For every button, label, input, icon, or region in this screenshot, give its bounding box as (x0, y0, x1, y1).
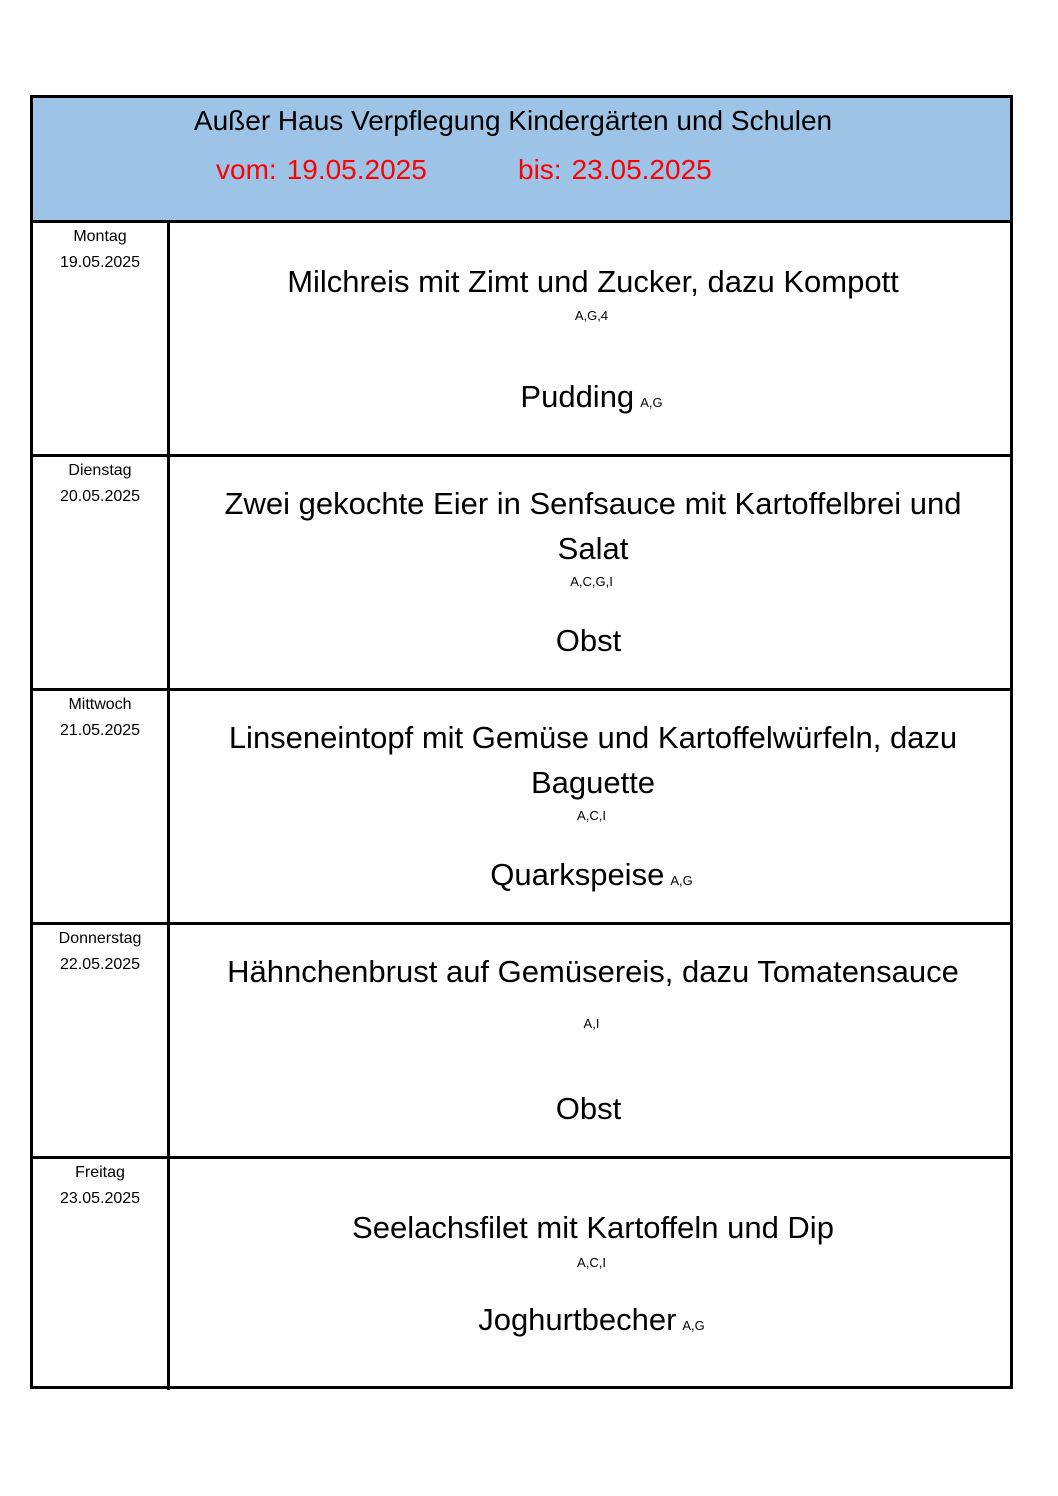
date-to (518, 153, 712, 187)
date-to-label: bis: (518, 154, 562, 185)
day-row-wednesday (33, 691, 1010, 925)
day-cell (33, 457, 170, 688)
main-dish: Milchreis mit Zimt und Zucker, dazu Kompott (287, 264, 899, 299)
date-from-label: vom: (216, 154, 277, 185)
day-row-friday (33, 1159, 1010, 1390)
weekday-label: Dienstag (68, 462, 132, 479)
day-row-tuesday (33, 457, 1010, 691)
dessert-name: Obst (555, 1091, 622, 1126)
dessert-allergens: A,G (670, 873, 693, 888)
day-cell (33, 925, 170, 1156)
dessert-name: Joghurtbecher (478, 1302, 677, 1337)
dessert-allergens: A,G (682, 1318, 705, 1333)
date-to-value: 23.05.2025 (571, 154, 712, 185)
day-row-monday (33, 223, 1010, 457)
dessert (173, 1089, 1010, 1135)
main-dish: Seelachsfilet mit Kartoffeln und Dip (352, 1210, 834, 1245)
meal-cell (173, 457, 1010, 688)
meal-cell (173, 1159, 1010, 1390)
date-from-value: 19.05.2025 (286, 154, 427, 185)
main-dish-allergens: A,C,I (577, 808, 606, 823)
dessert (173, 377, 1010, 423)
main-dish-allergens: A,G,4 (574, 308, 609, 323)
day-date: 20.05.2025 (59, 488, 141, 505)
main-dish: Linseneintopf mit Gemüse und Kartoffelwürfeln, dazu Baguette (228, 720, 958, 800)
dessert-name: Pudding (520, 379, 635, 414)
main-dish: Zwei gekochte Eier in Senfsauce mit Kartoffelbrei und Salat (224, 486, 962, 566)
day-cell (33, 691, 170, 922)
main-dish: Hähnchenbrust auf Gemüsereis, dazu Tomatensauce (227, 954, 959, 989)
day-date: 19.05.2025 (59, 254, 141, 271)
dessert-name: Quarkspeise (490, 857, 665, 892)
dessert (173, 1300, 1010, 1346)
weekday-label: Donnerstag (58, 930, 142, 947)
day-cell (33, 1159, 170, 1390)
day-date: 22.05.2025 (59, 956, 141, 973)
day-date: 21.05.2025 (59, 722, 141, 739)
meal-cell (173, 691, 1010, 922)
main-dish-allergens: A,C,I (577, 1255, 606, 1270)
meal-cell (173, 223, 1010, 454)
dessert (173, 621, 1010, 667)
main-dish-allergens: A,I (583, 1016, 600, 1031)
day-date: 23.05.2025 (59, 1190, 141, 1207)
dessert-allergens: A,G (640, 395, 663, 410)
menu-title: Außer Haus Verpflegung Kindergärten und Schulen (193, 105, 833, 136)
day-row-thursday (33, 925, 1010, 1159)
dessert (173, 855, 1010, 901)
main-dish-allergens: A,C,G,I (570, 574, 613, 589)
day-cell (33, 223, 170, 454)
menu-table (30, 95, 1013, 1389)
weekday-label: Freitag (75, 1164, 125, 1181)
weekday-label: Montag (73, 228, 127, 245)
menu-header (33, 98, 1010, 223)
date-from (216, 153, 427, 187)
meal-cell (173, 925, 1010, 1156)
weekday-label: Mittwoch (68, 696, 132, 713)
dessert-name: Obst (555, 623, 622, 658)
